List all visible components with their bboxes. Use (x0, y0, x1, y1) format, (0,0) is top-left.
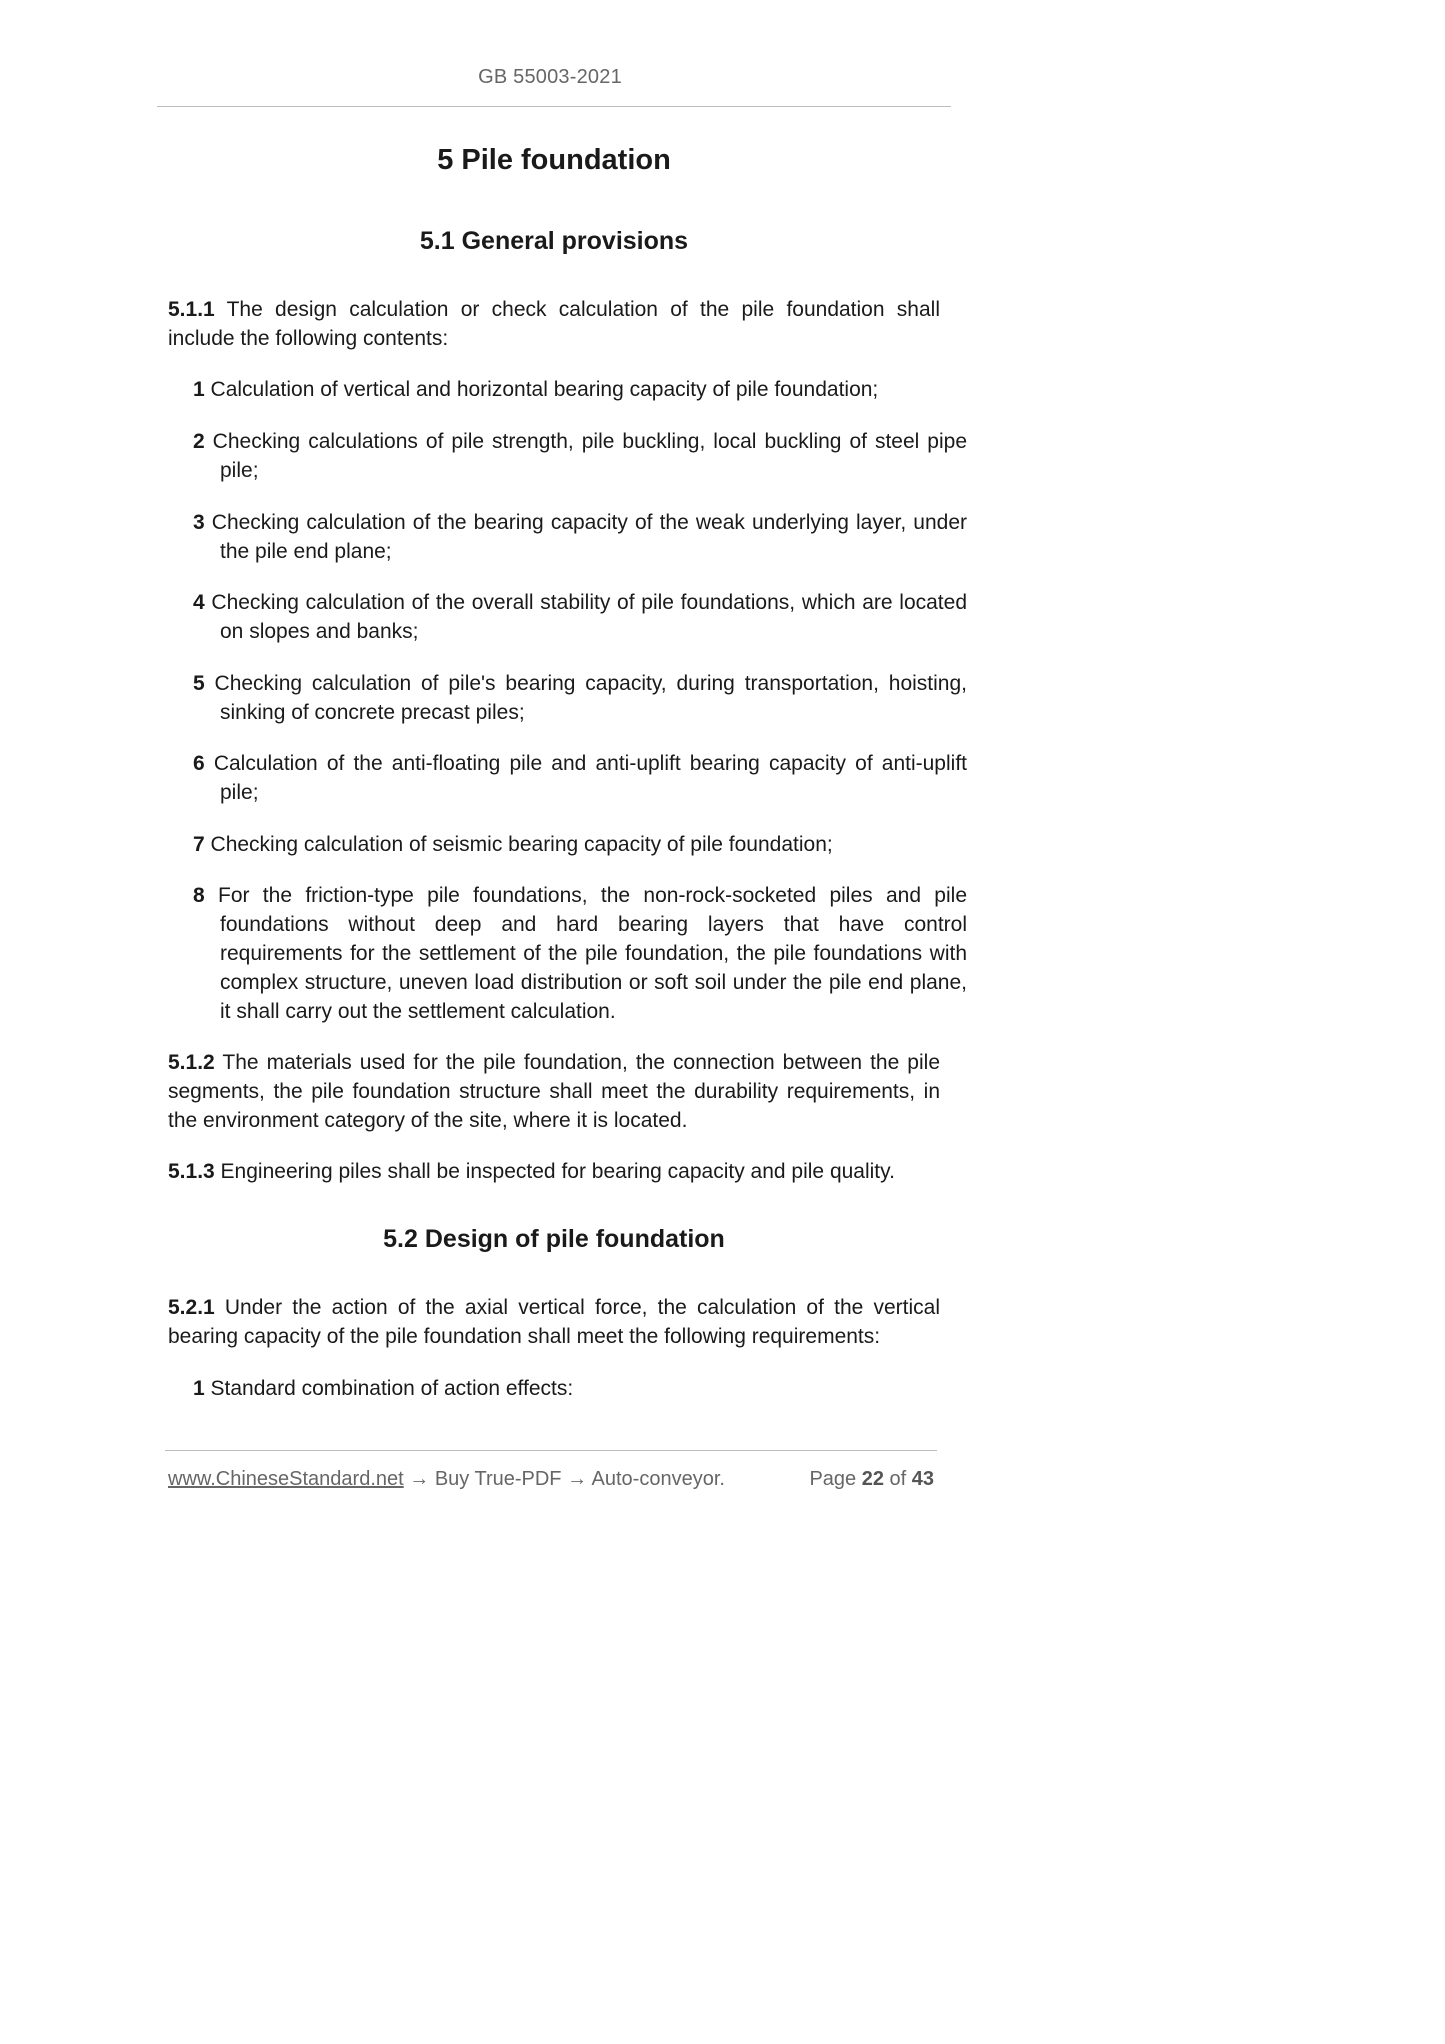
clause-5-2-1 (168, 1293, 940, 1351)
clause-5-1-2 (168, 1048, 940, 1135)
promo-text: → Buy True-PDF → Auto-conveyor. (403, 1468, 725, 1490)
item-text: Checking calculation of the bearing capacity of the weak underlying layer, under the pile end plane; (204, 511, 967, 563)
website-link[interactable]: www.ChineseStandard.net (168, 1468, 404, 1490)
item-number: 1 (193, 1377, 205, 1400)
list-item-3 (193, 508, 967, 566)
page-current: 22 (861, 1468, 884, 1490)
item-number: 7 (193, 833, 205, 856)
clause-number: 5.1.1 (168, 298, 215, 321)
list-item-5 (193, 669, 967, 727)
list-item-2 (193, 427, 967, 485)
page-number (809, 1465, 934, 1493)
list-item-4 (193, 588, 967, 646)
item-text: Calculation of the anti-floating pile and anti-uplift bearing capacity of anti-uplift pile; (204, 752, 967, 804)
item-text: Checking calculation of the overall stability of pile foundations, which are located on slopes and banks; (204, 591, 967, 643)
clause-number: 5.1.2 (168, 1051, 215, 1074)
section-title-5-2: 5.2 Design of pile foundation (383, 1225, 725, 1253)
clause-number: 5.1.3 (168, 1160, 215, 1183)
item-number: 3 (193, 511, 205, 534)
section-title-5-1: 5.1 General provisions (419, 227, 689, 255)
clause-text: Engineering piles shall be inspected for bearing capacity and pile quality. (214, 1160, 895, 1183)
page-total: 43 (911, 1468, 934, 1490)
list-item-8 (193, 881, 967, 1026)
item-text: Standard combination of action effects: (204, 1377, 574, 1400)
page-label: Page (809, 1468, 862, 1490)
clause-text: The design calculation or check calculation of the pile foundation shall include the following contents: (168, 298, 940, 350)
clause-5-1-3 (168, 1157, 940, 1186)
item-number: 8 (193, 884, 205, 907)
list-item-1-standard-combination (193, 1374, 967, 1403)
clause-text: Under the action of the axial vertical force, the calculation of the vertical bearing capacity of the pile foundation shall meet the following requirements: (168, 1296, 940, 1348)
item-text: For the friction-type pile foundations, the non-rock-socketed piles and pile foundations without deep and hard bearing layers that have control requirements for the settlement of the pile foundation, the pile foundations with complex structure, uneven load distribution or soft soil under the pile end plane, it shall carry out the settlement calculation. (204, 884, 967, 1023)
item-number: 4 (193, 591, 205, 614)
item-text: Calculation of vertical and horizontal bearing capacity of pile foundation; (204, 378, 879, 401)
clause-text: The materials used for the pile foundation, the connection between the pile segments, the pile foundation structure shall meet the durability requirements, in the environment category of the site, where it is located. (168, 1051, 940, 1132)
clause-5-1-1 (168, 295, 940, 353)
list-item-1 (193, 375, 967, 404)
page-of-label: of (883, 1468, 912, 1490)
item-text: Checking calculations of pile strength, pile buckling, local buckling of steel pipe pile; (204, 430, 967, 482)
footer-promo (168, 1465, 725, 1493)
footer-divider (165, 1450, 937, 1451)
running-header: GB 55003-2021 (478, 66, 622, 88)
item-number: 2 (193, 430, 205, 453)
chapter-title: 5 Pile foundation (437, 144, 671, 176)
item-text: Checking calculation of pile's bearing capacity, during transportation, hoisting, sinking of concrete precast piles; (204, 672, 967, 724)
list-item-7 (193, 830, 967, 859)
item-number: 6 (193, 752, 205, 775)
clause-number: 5.2.1 (168, 1296, 215, 1319)
item-text: Checking calculation of seismic bearing capacity of pile foundation; (204, 833, 833, 856)
item-number: 1 (193, 378, 205, 401)
header-divider (157, 106, 951, 107)
list-item-6 (193, 749, 967, 807)
item-number: 5 (193, 672, 205, 695)
